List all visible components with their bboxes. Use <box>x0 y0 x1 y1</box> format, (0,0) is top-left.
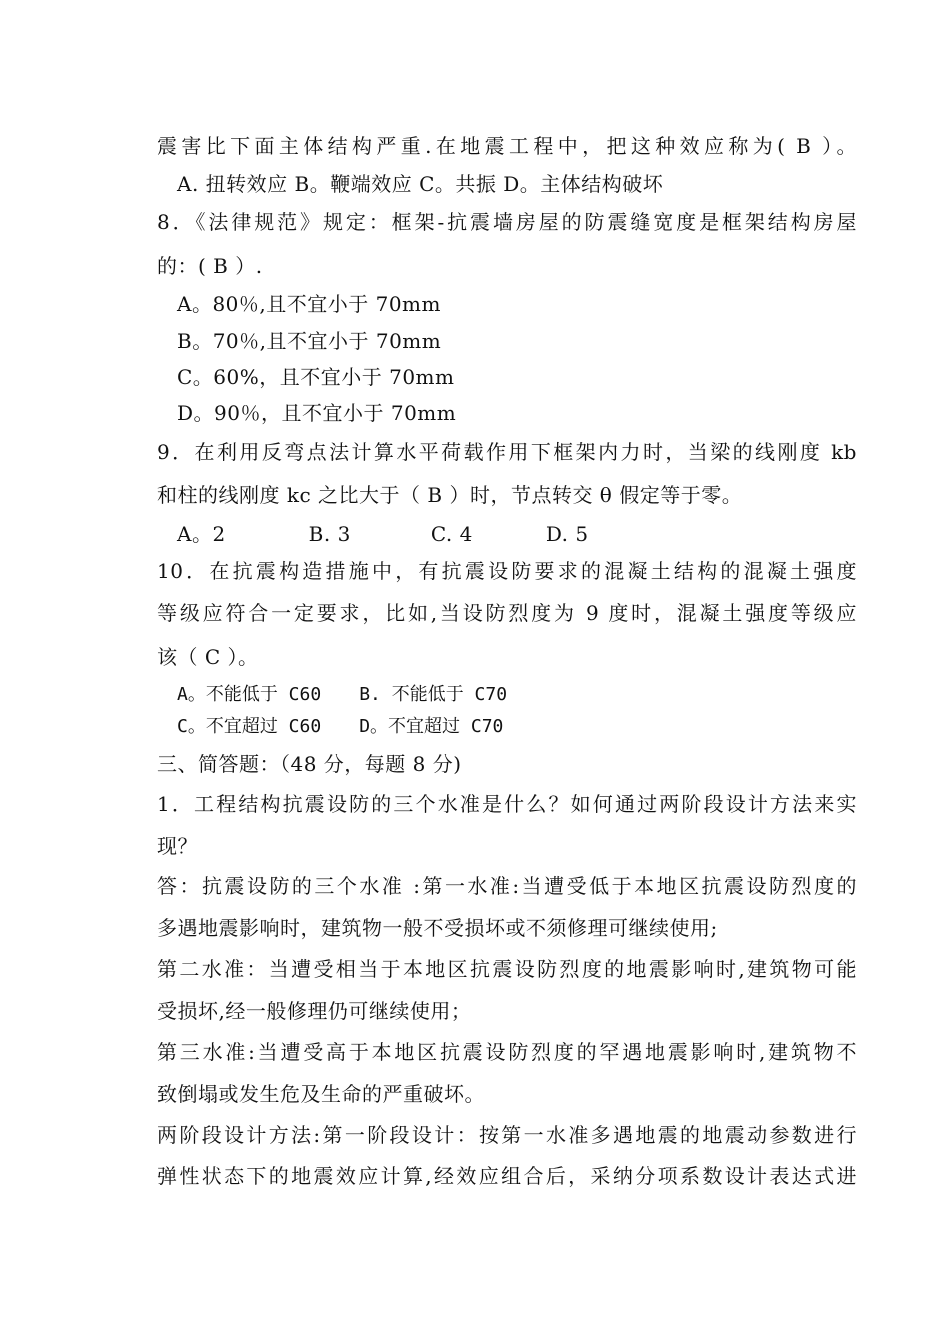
options-line: A. 扭转效应 B。鞭端效应 C。共振 D。主体结构破坏 <box>177 172 664 196</box>
option-d: D. 5 <box>545 522 589 546</box>
answer-text: 弹性状态下的地震效应计算,经效应组合后，采纳分项系数设计表达式进 <box>157 1164 857 1188</box>
answer-text: 第二水准：当遭受相当于本地区抗震设防烈度的地震影响时,建筑物可能 <box>157 957 857 981</box>
option-b: B. 不能低于 C70 <box>359 684 508 705</box>
answer-text: 两阶段设计方法:第一阶段设计：按第一水准多遇地震的地震动参数进行 <box>157 1123 857 1147</box>
option-c: C。不宜超过 C60 <box>177 716 322 737</box>
answer-text: 致倒塌或发生危及生命的严重破坏。 <box>157 1082 485 1106</box>
options-line <box>177 713 877 741</box>
option-c: C。60%，且不宜小于 70mm <box>177 365 455 389</box>
text-line: 的：( B ）. <box>157 254 263 278</box>
text-line: 和柱的线刚度 kc 之比大于（ B ）时，节点转交 θ 假定等于零。 <box>157 483 743 507</box>
text-line: 现？ <box>157 834 198 858</box>
option-a: A。不能低于 C60 <box>177 684 322 705</box>
answer-text: 受损坏,经一般修理仍可继续使用； <box>157 999 472 1023</box>
question-8: 8．《法律规范》规定：框架-抗震墙房屋的防震缝宽度是框架结构房屋 <box>157 210 857 234</box>
answer-text: 答：抗震设防的三个水准 :第一水准:当遭受低于本地区抗震设防烈度的 <box>157 874 857 898</box>
text-line: 等级应符合一定要求，比如,当设防烈度为 9 度时，混凝土强度等级应 <box>157 601 857 625</box>
question-9: 9．在利用反弯点法计算水平荷载作用下框架内力时，当梁的线刚度 kb <box>157 440 857 464</box>
section-heading: 三、简答题：（48 分，每题 8 分) <box>157 752 462 776</box>
options-line <box>177 681 877 709</box>
option-b: B。70％,且不宜小于 70mm <box>177 329 442 353</box>
option-c: C. 4 <box>430 522 473 546</box>
option-d: D。不宜超过 C70 <box>359 716 504 737</box>
option-b: B. 3 <box>308 522 351 546</box>
option-a: A。2 <box>177 522 226 546</box>
option-d: D。90％，且不宜小于 70mm <box>177 401 457 425</box>
question-10: 10．在抗震构造措施中，有抗震设防要求的混凝土结构的混凝土强度 <box>157 559 857 583</box>
text-line: 该（ C ）。 <box>157 645 259 669</box>
text-line: 震害比下面主体结构严重.在地震工程中，把这种效应称为( B ）。 <box>157 134 857 158</box>
options-line <box>177 520 877 548</box>
answer-text: 第三水准:当遭受高于本地区抗震设防烈度的罕遇地震影响时,建筑物不 <box>157 1040 857 1064</box>
option-a: A。80％,且不宜小于 70mm <box>177 292 441 316</box>
short-answer-question-1: 1．工程结构抗震设防的三个水准是什么？如何通过两阶段设计方法来实 <box>157 792 857 816</box>
answer-text: 多遇地震影响时，建筑物一般不受损坏或不须修理可继续使用; <box>157 916 718 940</box>
